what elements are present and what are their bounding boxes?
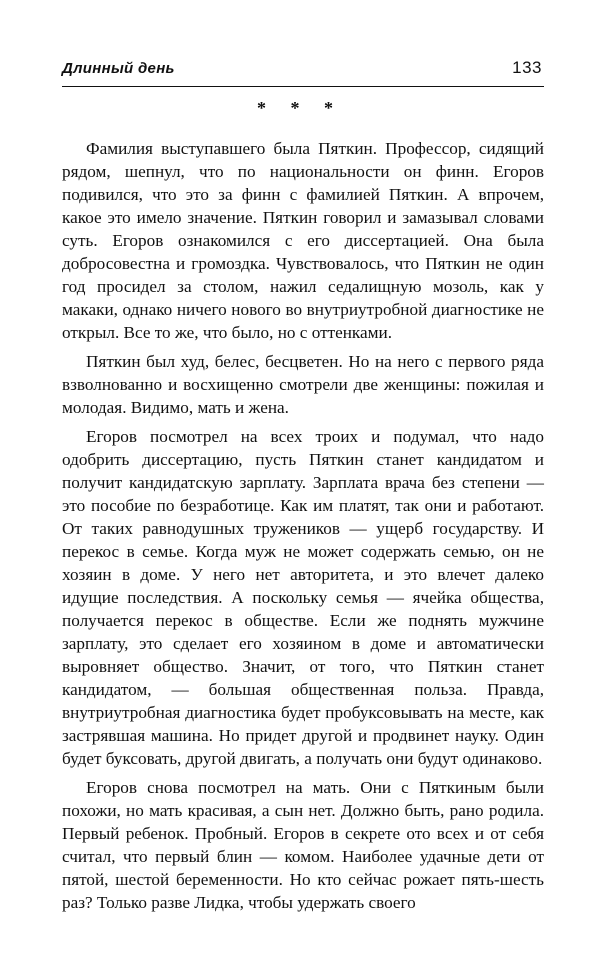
paragraph-3: Егоров посмотрел на всех троих и подумал, что надо одобрить диссертацию, пусть Пяткин станет кандидатом и получит кандидатскую зарплату. Зарплата врача без степени — это пособие по безработице. Как им платят, так они и работают. От таких равнодушных тружеников — ущерб государству. И перекос в семье. Когда муж не может содержать семью, он не хозяин в доме. У него нет авторитета, и это влечет далеко идущие последствия. А поскольку семья — ячейка общества, получается перекос в обществе. Если же поднять мужчине зарплату, это сделает его хозяином в доме и автоматически выровняет общество. Значит, от того, что Пяткин станет кандидатом, — большая общественная польза. Правда, внутриутробная диагностика будет пробуксовывать на месте, как застрявшая машина. Но придет другой и продвинет науку. Один будет буксовать, другой двигать, а получать они будут одинаково.: [62, 427, 544, 768]
header-rule: [62, 86, 544, 87]
section-separator: * * *: [257, 98, 343, 118]
running-title: Длинный день: [62, 60, 175, 77]
paragraph-1: Фамилия выступавшего была Пяткин. Профессор, сидящий рядом, шепнул, что по национальности он финн. Егоров подивился, что это за финн с фамилией Пяткин. А впрочем, какое это имело значение. Пяткин говорил и замазывал словами суть. Егоров ознакомился с его диссертацией. Она была добросовестна и громоздка. Чувствовалось, что Пяткин не один год просидел за столом, нажил седалищную мозоль, как у макаки, однако ничего нового во внутриутробной диагностике не открыл. Все то же, что было, но с оттенками.: [62, 139, 544, 342]
body-text: [62, 137, 544, 914]
paragraph-2: Пяткин был худ, белес, бесцветен. Но на него с первого ряда взволнованно и восхищенно смотрели две женщины: пожилая и молодая. Видимо, мать и жена.: [62, 352, 544, 417]
running-head: [62, 60, 542, 86]
paragraph-4: Егоров снова посмотрел на мать. Они с Пяткиным были похожи, но мать красивая, а сын нет. Должно быть, рано родила. Первый ребенок. Пробный. Егоров в секрете ото всех и от себя считал, что первый блин — комом. Наиболее удачные дети от пятой, шестой беременности. Но кто сейчас рожает пять-шесть раз? Только разве Лидка, чтобы удержать своего: [62, 778, 544, 912]
page-number: 133: [512, 58, 542, 77]
